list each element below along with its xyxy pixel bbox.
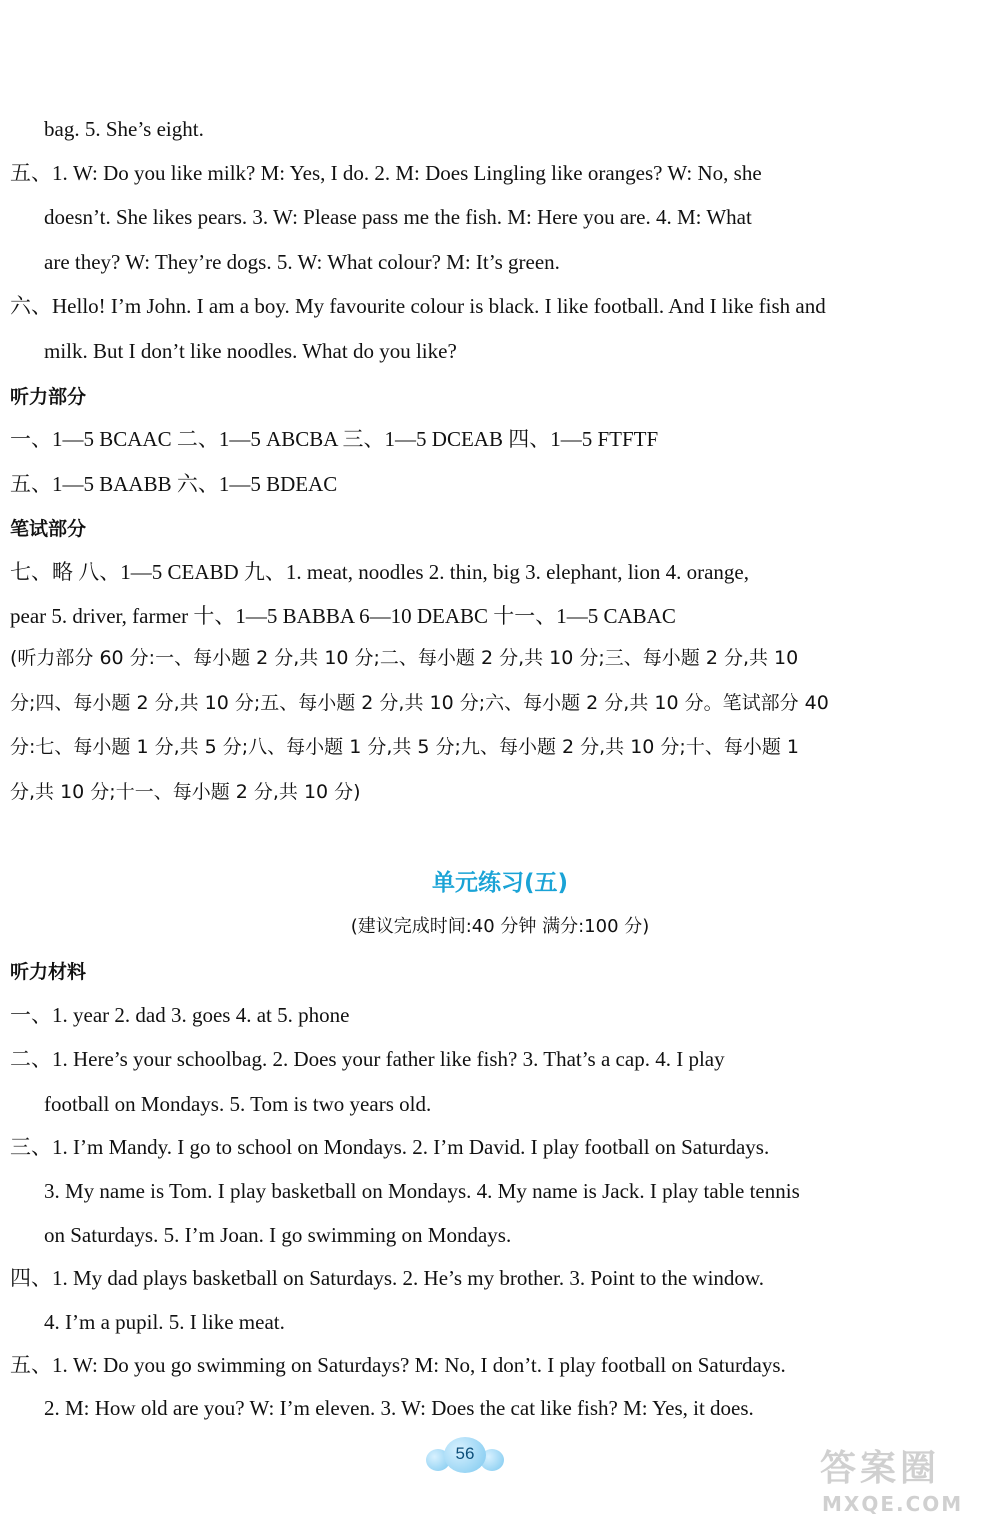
- watermark-text: 答案圈: [820, 1448, 941, 1489]
- answer-line: 五、1. W: Do you like milk? M: Yes, I do. 2. M: Does Lingling like oranges? W: No, she: [10, 161, 762, 185]
- answer-line: 五、1—5 BAABB 六、1—5 BDEAC: [10, 472, 338, 496]
- material-line: football on Mondays. 5. Tom is two years old.: [44, 1092, 432, 1116]
- page-number: 56: [455, 1444, 475, 1463]
- answer-line: doesn’t. She likes pears. 3. W: Please pass me the fish. M: Here you are. 4. M: What: [44, 205, 752, 229]
- answer-line: bag. 5. She’s eight.: [44, 117, 204, 141]
- answer-line: are they? W: They’re dogs. 5. W: What colour? M: It’s green.: [44, 250, 560, 274]
- answer-line: 七、略 八、1—5 CEABD 九、1. meat, noodles 2. thin, big 3. elephant, lion 4. orange,: [10, 560, 749, 584]
- watermark-logo: [800, 1440, 980, 1520]
- score-line: 分:七、每小题 1 分,共 5 分;八、每小题 1 分,共 5 分;九、每小题 2 分,共 10 分;十、每小题 1: [10, 736, 799, 758]
- material-line: 4. I’m a pupil. 5. I like meat.: [44, 1310, 285, 1334]
- material-line: 3. My name is Tom. I play basketball on Mondays. 4. My name is Jack. I play table tennis: [44, 1179, 800, 1203]
- answer-line: 一、1—5 BCAAC 二、1—5 ABCBA 三、1—5 DCEAB 四、1—5 FTFTF: [10, 427, 659, 451]
- section-heading-materials: 听力材料: [10, 961, 87, 983]
- material-line: 二、1. Here’s your schoolbag. 2. Does your father like fish? 3. That’s a cap. 4. I play: [10, 1047, 725, 1071]
- unit-title: 单元练习(五): [431, 870, 569, 896]
- material-line: 2. M: How old are you? W: I’m eleven. 3. W: Does the cat like fish? M: Yes, it does.: [44, 1396, 754, 1420]
- material-line: 四、1. My dad plays basketball on Saturdays. 2. He’s my brother. 3. Point to the window.: [10, 1266, 764, 1290]
- section-heading-written: 笔试部分: [10, 518, 87, 540]
- score-line: 分,共 10 分;十一、每小题 2 分,共 10 分): [10, 781, 361, 803]
- page-number-badge: [426, 1437, 506, 1477]
- score-line: 分;四、每小题 2 分,共 10 分;五、每小题 2 分,共 10 分;六、每小题 2 分,共 10 分。笔试部分 40: [10, 692, 829, 714]
- material-line: 五、1. W: Do you go swimming on Saturdays? M: No, I don’t. I play football on Saturdays.: [10, 1353, 786, 1377]
- unit-subtitle: (建议完成时间:40 分钟 满分:100 分): [350, 916, 650, 937]
- answer-line: 六、Hello! I’m John. I am a boy. My favourite colour is black. I like football. And I like fish and: [10, 294, 826, 318]
- material-line: on Saturdays. 5. I’m Joan. I go swimming on Mondays.: [44, 1223, 512, 1247]
- material-line: 一、1. year 2. dad 3. goes 4. at 5. phone: [10, 1003, 350, 1027]
- score-line: (听力部分 60 分:一、每小题 2 分,共 10 分;二、每小题 2 分,共 10 分;三、每小题 2 分,共 10: [10, 647, 799, 669]
- watermark-url: MXQE.COM: [822, 1492, 964, 1516]
- answer-line: pear 5. driver, farmer 十、1—5 BABBA 6—10 DEABC 十一、1—5 CABAC: [10, 604, 676, 628]
- section-heading-listening: 听力部分: [10, 386, 87, 408]
- answer-line: milk. But I don’t like noodles. What do you like?: [44, 339, 457, 363]
- material-line: 三、1. I’m Mandy. I go to school on Mondays. 2. I’m David. I play football on Saturdays.: [10, 1135, 770, 1159]
